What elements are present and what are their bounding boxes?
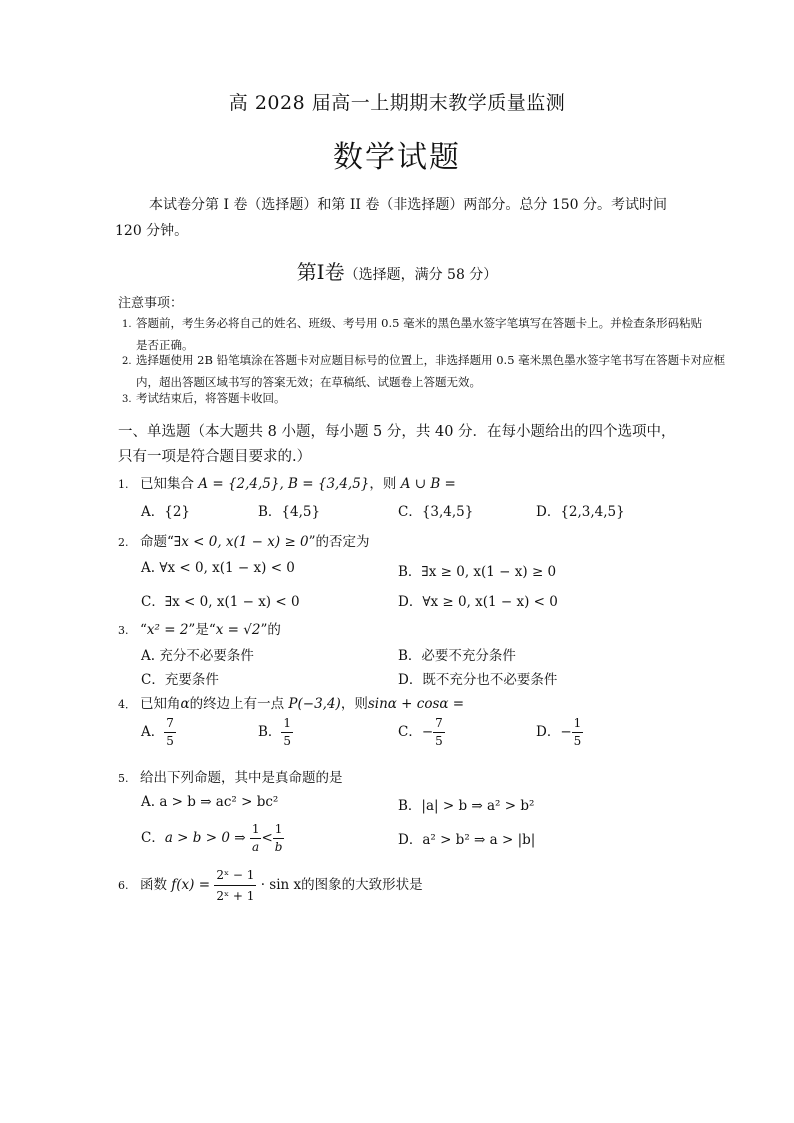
stem-math: · sin x bbox=[260, 877, 302, 893]
notice-item bbox=[122, 350, 725, 392]
option-sign: − bbox=[421, 724, 434, 740]
fraction bbox=[433, 716, 445, 749]
stem-math: x² = 2 bbox=[146, 622, 189, 638]
option-a: A. 充分不必要条件 bbox=[141, 648, 254, 664]
option-math: < bbox=[261, 830, 273, 846]
option-c: C．充要条件 bbox=[141, 672, 219, 688]
frac-num: 1 bbox=[274, 822, 283, 836]
question-2-stem bbox=[118, 530, 370, 550]
option-label: C． bbox=[398, 724, 422, 740]
notice-title: 注意事项： bbox=[118, 296, 184, 311]
section-main: 第Ⅰ卷 bbox=[296, 260, 345, 284]
stem-text: “ bbox=[140, 622, 147, 638]
question-4-stem bbox=[118, 692, 464, 712]
frac-den: a bbox=[250, 838, 262, 855]
frac-den: b bbox=[274, 840, 283, 854]
option-d bbox=[536, 716, 583, 749]
option-b: B．必要不充分条件 bbox=[398, 648, 516, 664]
notice-text: 选择题使用 2B 铅笔填涂在答题卡对应题目标号的位置上，非选择题用 0.5 毫米黑色墨水签字笔书写在答题卡对应框 bbox=[136, 353, 726, 367]
frac-den: 5 bbox=[435, 734, 443, 748]
stem-text: ”的否定为 bbox=[308, 534, 370, 550]
option-a: A．{2} bbox=[141, 504, 191, 520]
option-a: A. ∀x < 0, x(1 − x) < 0 bbox=[141, 560, 295, 576]
option-a: A. a > b ⇒ ac² > bc² bbox=[141, 794, 279, 810]
stem-text: 的图象的大致形状是 bbox=[301, 877, 423, 893]
stem-text: ”是“ bbox=[188, 622, 216, 638]
fraction bbox=[273, 822, 285, 855]
question-number: 2. bbox=[118, 536, 129, 549]
notice-num: 2. bbox=[122, 356, 132, 367]
part-heading: 一、单选题（本大题共 8 小题，每小题 5 分，共 40 分．在每小题给出的四个选项中，只有一项是符合题目要求的.） bbox=[118, 424, 676, 465]
stem-text: 已知角 bbox=[140, 696, 181, 712]
notice-text-cont: 是否正确。 bbox=[136, 338, 194, 352]
stem-math: f(x) = bbox=[171, 877, 211, 893]
fraction bbox=[214, 866, 256, 905]
notice-item bbox=[122, 388, 286, 410]
stem-text: 函数 bbox=[140, 877, 172, 893]
stem-text: 给出下列命题，其中是真命题的是 bbox=[140, 770, 343, 786]
frac-den: 5 bbox=[283, 734, 292, 748]
frac-num: 7 bbox=[435, 716, 443, 730]
stem-math: x = √2 bbox=[215, 622, 261, 638]
fraction bbox=[164, 716, 176, 749]
option-b bbox=[258, 716, 293, 749]
option-b: B．{4,5} bbox=[258, 504, 321, 520]
option-b: B．|a| > b ⇒ a² > b² bbox=[398, 798, 535, 814]
frac-num: 1 bbox=[573, 716, 582, 730]
question-3-stem bbox=[118, 618, 281, 638]
option-label: C． bbox=[141, 830, 165, 846]
question-number: 3. bbox=[118, 624, 129, 637]
notice-item bbox=[122, 313, 702, 355]
exam-title: 数学试题 bbox=[333, 140, 461, 175]
notice-text: 答题前，考生务必将自己的姓名、班级、考号用 0.5 毫米的黑色墨水签字笔填写在答题卡上。并检查条形码粘贴 bbox=[136, 316, 703, 330]
frac-den: 5 bbox=[573, 734, 582, 748]
stem-math: A ∪ B = bbox=[400, 476, 456, 492]
frac-num: 1 bbox=[283, 716, 292, 730]
option-label: D． bbox=[536, 724, 561, 740]
stem-math: sinα + cosα = bbox=[367, 696, 465, 712]
question-number: 1. bbox=[118, 478, 129, 491]
exam-header: 高 2028 届高一上期期末教学质量监测 bbox=[228, 92, 566, 114]
option-sign: − bbox=[560, 724, 572, 740]
stem-math: ∃x < 0, x(1 − x) ≥ 0 bbox=[173, 534, 309, 550]
frac-den: 5 bbox=[166, 734, 174, 748]
option-c: C．{3,4,5} bbox=[398, 504, 474, 520]
stem-text: 已知集合 bbox=[140, 476, 199, 492]
fraction bbox=[572, 716, 584, 749]
option-c bbox=[141, 822, 284, 855]
fraction bbox=[281, 716, 293, 749]
question-5-stem bbox=[118, 766, 343, 786]
question-6-stem bbox=[118, 866, 423, 905]
question-number: 5. bbox=[118, 772, 129, 785]
stem-text: 命题“ bbox=[140, 534, 174, 550]
question-number: 4． bbox=[118, 698, 136, 711]
frac-den: 2ˣ + 1 bbox=[214, 885, 256, 905]
notice-num: 1. bbox=[122, 319, 132, 330]
option-c: C．∃x < 0, x(1 − x) < 0 bbox=[141, 594, 300, 610]
section-heading bbox=[0, 256, 794, 285]
stem-text: ，则 bbox=[369, 476, 401, 492]
option-label: B． bbox=[258, 724, 282, 740]
stem-text: ”的 bbox=[260, 622, 281, 638]
frac-num: 2ˣ − 1 bbox=[216, 868, 255, 882]
option-a bbox=[141, 716, 176, 749]
question-number: 6. bbox=[118, 879, 129, 892]
stem-math: A = {2,4,5}, B = {3,4,5} bbox=[198, 476, 370, 492]
option-math: a > b > 0 ⇒ bbox=[164, 830, 246, 846]
stem-text: 的终边上有一点 bbox=[189, 696, 289, 712]
stem-math: α bbox=[180, 696, 190, 712]
notice-num: 3. bbox=[122, 394, 132, 405]
option-label: A． bbox=[141, 724, 165, 740]
option-d: D．{2,3,4,5} bbox=[536, 504, 625, 520]
section-sub: （选择题，满分 58 分） bbox=[344, 267, 498, 283]
fraction bbox=[250, 822, 262, 855]
stem-text: ，则 bbox=[340, 696, 368, 712]
question-1-stem bbox=[118, 472, 456, 492]
option-d: D．既不充分也不必要条件 bbox=[398, 672, 558, 688]
option-d: D．∀x ≥ 0, x(1 − x) < 0 bbox=[398, 594, 558, 610]
frac-num: 7 bbox=[166, 716, 174, 730]
option-c bbox=[398, 716, 445, 749]
notice-text-cont: 内，超出答题区域书写的答案无效；在草稿纸、试题卷上答题无效。 bbox=[136, 375, 481, 389]
option-b: B．∃x ≥ 0, x(1 − x) ≥ 0 bbox=[398, 564, 557, 580]
option-d: D．a² > b² ⇒ a > |b| bbox=[398, 832, 536, 848]
notice-text: 考试结束后，将答题卡收回。 bbox=[136, 391, 286, 405]
stem-math: P(−3,4) bbox=[288, 696, 341, 712]
exam-intro: 本试卷分第 I 卷（选择题）和第 II 卷（非选择题）两部分。总分 150 分。考试时间 120 分钟。 bbox=[115, 197, 668, 239]
frac-num: 1 bbox=[251, 822, 260, 836]
